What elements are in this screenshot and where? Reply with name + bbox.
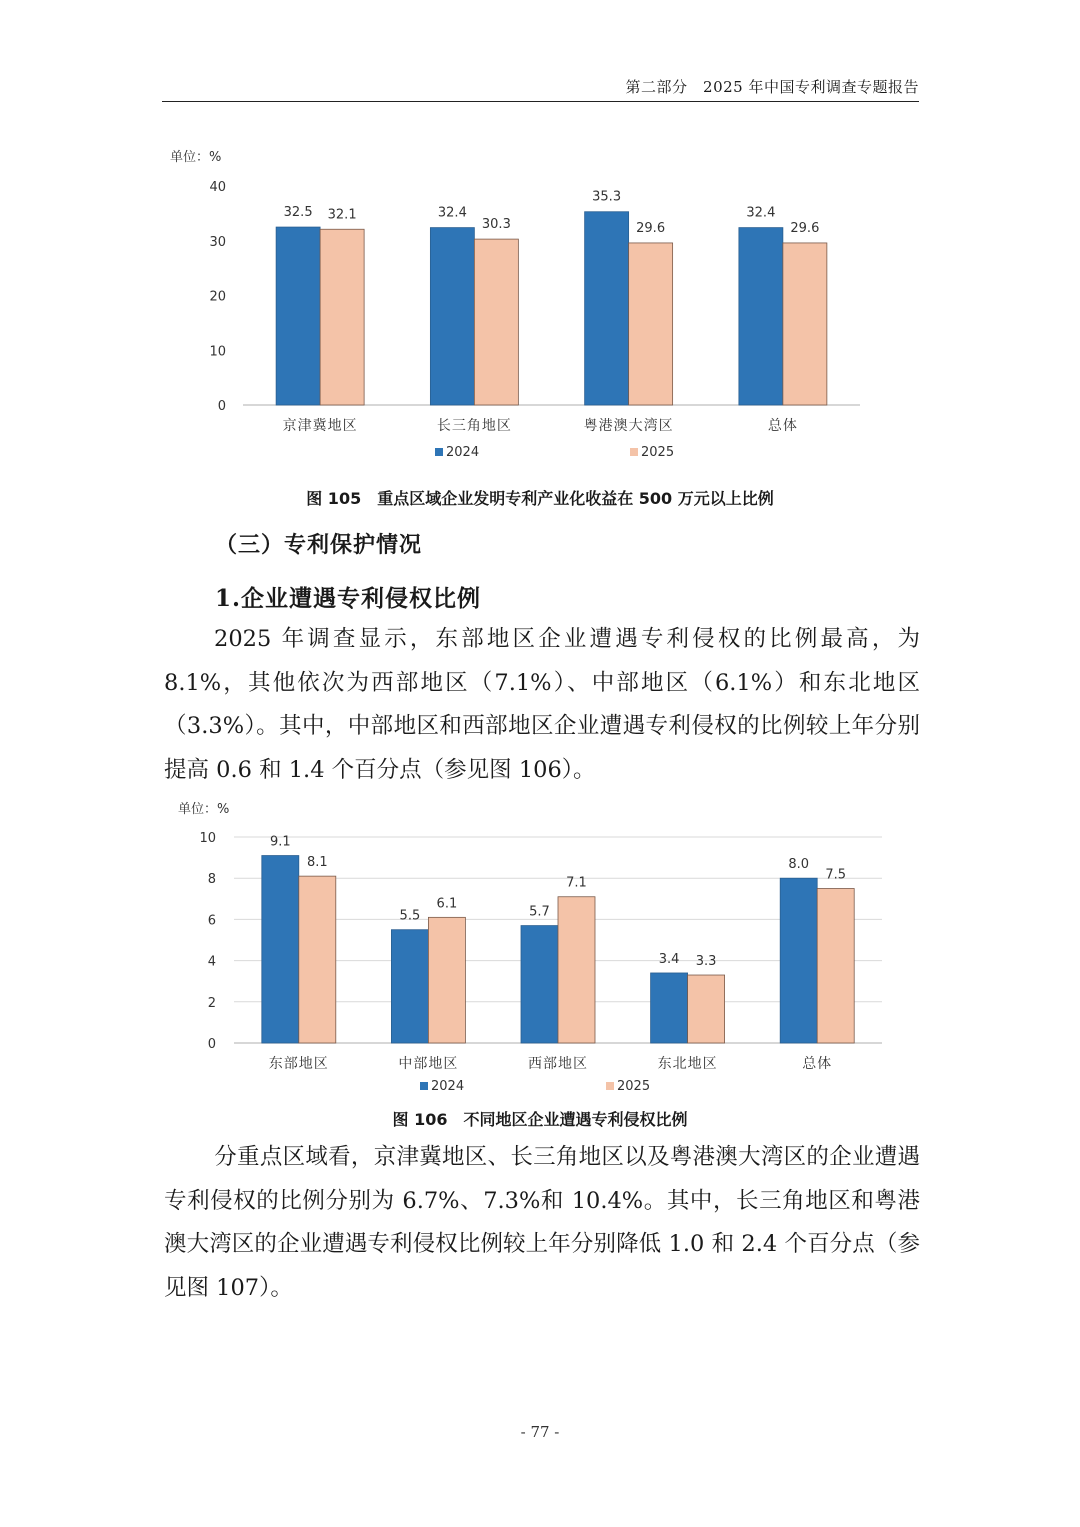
data-label-2025: 29.6 <box>636 220 666 236</box>
data-label-2024: 3.4 <box>658 951 680 967</box>
legend-swatch-2024 <box>420 1082 428 1090</box>
data-label-2025: 7.1 <box>566 875 587 891</box>
category-label: 中部地区 <box>398 1056 459 1072</box>
data-label-2024: 32.5 <box>283 205 313 221</box>
legend-label-2024: 2024 <box>431 1079 465 1094</box>
y-tick-label: 10 <box>209 344 226 360</box>
category-label: 京津冀地区 <box>282 418 358 434</box>
category-label: 西部地区 <box>528 1056 588 1072</box>
y-tick-label: 6 <box>207 913 216 929</box>
data-label-2024: 8.0 <box>788 857 810 873</box>
data-label-2024: 5.5 <box>399 908 421 924</box>
data-label-2025: 30.3 <box>481 217 511 233</box>
bar-2025 <box>558 897 595 1043</box>
y-tick-label: 8 <box>207 872 216 888</box>
bar-2025 <box>817 889 854 1044</box>
y-tick-label: 30 <box>209 234 226 250</box>
page-number: - 77 - <box>520 1423 560 1441</box>
data-label-2024: 32.4 <box>746 205 776 221</box>
legend-label-2025: 2025 <box>641 445 675 460</box>
y-tick-label: 40 <box>209 180 226 195</box>
y-tick-label: 10 <box>199 831 216 846</box>
data-label-2025: 8.1 <box>306 855 328 871</box>
y-tick-label: 4 <box>207 954 216 970</box>
category-label: 东北地区 <box>657 1056 718 1072</box>
section-heading: （三）专利保护情况 <box>215 532 423 558</box>
y-tick-label: 2 <box>207 995 216 1011</box>
bar-2024 <box>651 973 688 1043</box>
data-label-2024: 5.7 <box>529 904 550 920</box>
paragraph-2 <box>164 1136 920 1310</box>
category-label: 长三角地区 <box>436 418 512 434</box>
data-label-2025: 32.1 <box>327 207 357 223</box>
category-label: 总体 <box>767 418 798 434</box>
y-tick-label: 0 <box>207 1037 216 1052</box>
bar-2024 <box>521 926 558 1043</box>
subsection-heading: 1.企业遭遇专利侵权比例 <box>215 585 482 612</box>
bar-2024 <box>262 856 299 1043</box>
legend-swatch-2025 <box>606 1082 614 1090</box>
bar-2025 <box>688 975 725 1043</box>
y-tick-label: 20 <box>209 289 226 305</box>
unit-label: 单位：% <box>170 150 222 165</box>
figure-106-caption: 图 106 不同地区企业遭遇专利侵权比例 <box>392 1110 688 1129</box>
bar-2025 <box>299 876 336 1043</box>
data-label-2024: 9.1 <box>269 834 291 850</box>
data-label-2025: 3.3 <box>695 954 717 970</box>
category-label: 总体 <box>802 1056 833 1072</box>
figure-105-caption: 图 105 重点区域企业发明专利产业化收益在 500 万元以上比例 <box>306 489 774 508</box>
bar-2024 <box>391 930 428 1043</box>
data-label-2025: 29.6 <box>790 220 820 236</box>
y-tick-label: 0 <box>217 399 226 414</box>
bar-2024 <box>780 878 817 1043</box>
bar-2025 <box>428 917 465 1043</box>
paragraph-1-text: 2025 年调查显示，东部地区企业遭遇专利侵权的比例最高，为 8.1%，其他依次为西部地区（7.1%）、中部地区（6.1%）和东北地区（3.3%）。其中，中部地区和西部地区企业遭遇专利侵权的比例较上年分别提高 0.6 和 1.4 个百分点（参见图 106）。 <box>164 626 920 783</box>
legend-label-2025: 2025 <box>617 1079 651 1094</box>
data-label-2025: 6.1 <box>436 896 458 912</box>
data-label-2024: 35.3 <box>592 189 622 205</box>
unit-label: 单位：% <box>178 802 230 817</box>
paragraph-2-text: 分重点区域看，京津冀地区、长三角地区以及粤港澳大湾区的企业遭遇专利侵权的比例分别为 6.7%、7.3%和 10.4%。其中，长三角地区和粤港澳大湾区的企业遭遇专利侵权比例较上年分别降低 1.0 和 2.4 个百分点（参见图 107）。 <box>164 1144 920 1301</box>
running-header-text: 第二部分 2025 年中国专利调查专题报告 <box>625 78 919 96</box>
category-label: 粤港澳大湾区 <box>583 418 674 434</box>
category-label: 东部地区 <box>268 1056 329 1072</box>
data-label-2024: 32.4 <box>437 205 467 221</box>
data-label-2025: 7.5 <box>825 867 847 883</box>
legend-label-2024: 2024 <box>446 445 480 460</box>
